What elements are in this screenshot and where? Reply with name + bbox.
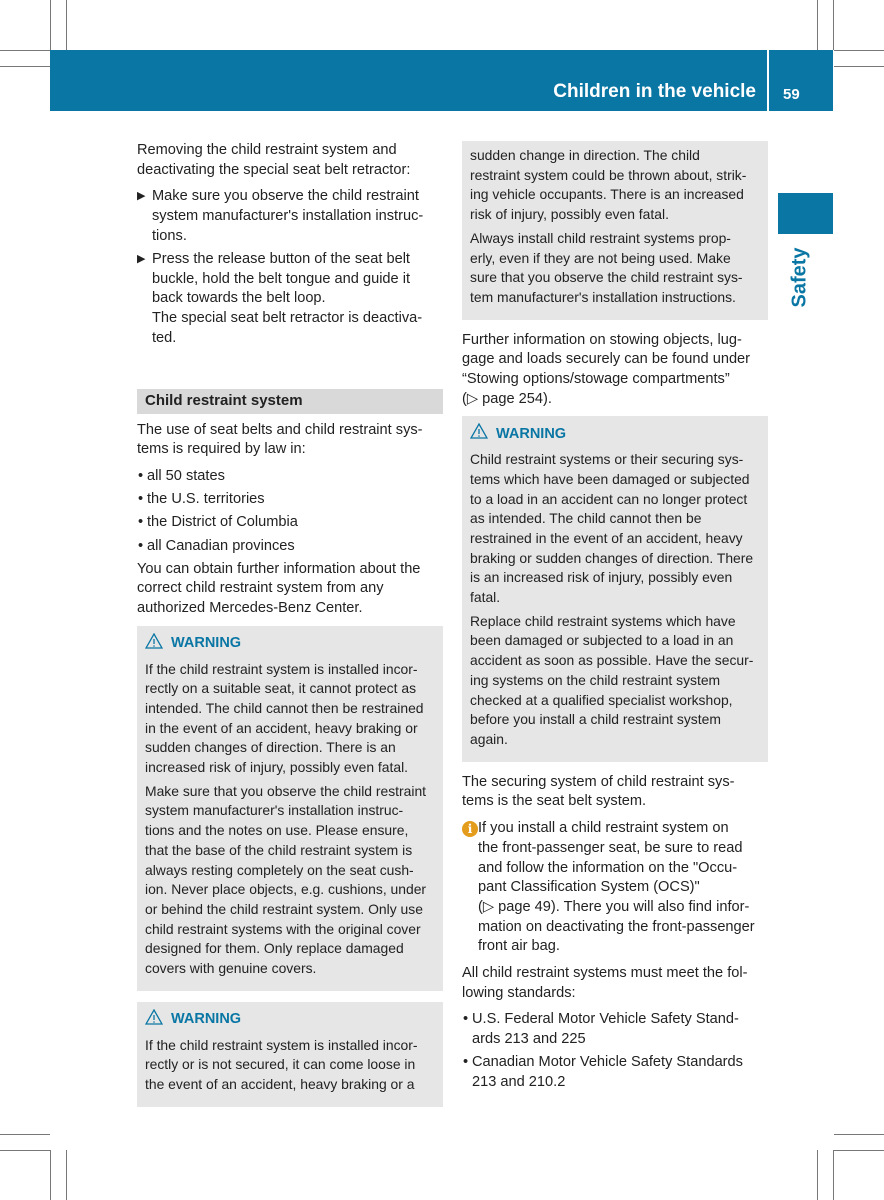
- paragraph: [137, 560, 443, 619]
- text-line: all Canadian provinces: [147, 537, 295, 554]
- text-line: If the child restraint system is installed incor-: [145, 660, 418, 677]
- text-line: ted.: [152, 329, 177, 346]
- text-line: (▷ page 254).: [462, 390, 552, 407]
- bullet-item: [462, 1010, 768, 1049]
- page-number: 59: [783, 86, 800, 103]
- text-line: again.: [470, 730, 508, 747]
- page-header: [50, 50, 833, 111]
- text-line: tions.: [152, 227, 187, 244]
- text-line: ing systems on the child restraint system: [470, 671, 721, 688]
- text-line: All child restraint systems must meet the fol-: [462, 965, 748, 982]
- bullet-icon: •: [463, 1054, 469, 1071]
- warning-box: [462, 416, 768, 761]
- paragraph: [137, 421, 443, 460]
- text-line: ion. Never place objects, e.g. cushions, under: [145, 881, 427, 898]
- crop-mark: [50, 1150, 51, 1200]
- text-line: correct child restraint system from any: [137, 580, 384, 597]
- text-line: sudden changes of direction. There is an: [145, 739, 396, 756]
- text-line: tems is required by law in:: [137, 441, 306, 458]
- text-line: pant Classification System (OCS)": [478, 879, 700, 896]
- text-line: tions and the notes on use. Please ensure,: [145, 822, 409, 839]
- crop-mark: [0, 66, 50, 67]
- text-line: the U.S. territories: [147, 491, 265, 508]
- text-line: the front-passenger seat, be sure to read: [478, 839, 743, 856]
- warning-title: [470, 423, 760, 446]
- step-arrow-icon: ▶: [137, 190, 146, 203]
- text-line: The securing system of child restraint sys-: [462, 773, 735, 790]
- bullet-item: [137, 537, 443, 557]
- text-line: erly, even if they are not being used. Make: [470, 249, 731, 266]
- text-line: back towards the belt loop.: [152, 290, 326, 307]
- text-line: covers with genuine covers.: [145, 960, 317, 977]
- warning-box: [137, 626, 443, 991]
- section-tab: [778, 193, 833, 234]
- text-line: sure that you observe the child restraint sys-: [470, 269, 743, 286]
- bullet-item: [137, 513, 443, 533]
- bullet-item: [137, 490, 443, 510]
- text-line: The special seat belt retractor is deactiva-: [152, 310, 423, 327]
- text-line: that the base of the child restraint system is: [145, 841, 413, 858]
- text-line: restrained in the event of an accident, heavy: [470, 529, 743, 546]
- text-line: checked at a qualified specialist workshop,: [470, 691, 733, 708]
- text-line: fatal.: [470, 589, 501, 606]
- warning-icon: [145, 1009, 163, 1032]
- bullet-item: [462, 1053, 768, 1092]
- text-line: tem manufacturer's installation instructions.: [470, 288, 736, 305]
- bullet-item: [137, 467, 443, 487]
- warning-label: WARNING: [171, 1011, 242, 1028]
- text-line: designed for them. Only replace damaged: [145, 940, 404, 957]
- instruction-step: [137, 187, 443, 246]
- bullet-icon: •: [138, 514, 144, 531]
- text-line: Always install child restraint systems prop-: [470, 229, 731, 246]
- warning-box: [137, 1002, 443, 1107]
- crop-mark: [66, 0, 67, 50]
- text-line: and follow the information on the "Occu-: [478, 859, 738, 876]
- section-heading: Child restraint system: [137, 389, 443, 414]
- crop-mark: [834, 1150, 884, 1151]
- paragraph: [470, 229, 760, 308]
- paragraph: [462, 964, 768, 1003]
- crop-mark: [817, 1150, 818, 1200]
- text-line: buckle, hold the belt tongue and guide it: [152, 270, 411, 287]
- crop-mark: [0, 1134, 50, 1135]
- text-line: Child restraint systems or their securing sys-: [470, 451, 744, 468]
- bullet-icon: •: [138, 537, 144, 554]
- crop-mark: [833, 1150, 834, 1200]
- paragraph: [145, 1036, 435, 1095]
- text-line: risk of injury, possibly even fatal.: [470, 206, 669, 223]
- text-line: restraint system could be thrown about, strik-: [470, 166, 747, 183]
- text-line: intended. The child cannot then be restrained: [145, 699, 424, 716]
- text-line: rectly or is not secured, it can come loose in: [145, 1056, 416, 1073]
- text-line: always resting completely on the seat cush-: [145, 861, 414, 878]
- text-line: the event of an accident, heavy braking or a: [145, 1075, 415, 1092]
- warning-label: WARNING: [171, 635, 242, 652]
- text-line: You can obtain further information about the: [137, 560, 421, 577]
- right-column: [462, 141, 768, 1096]
- crop-mark: [817, 0, 818, 50]
- text-line: tems which have been damaged or subjected: [470, 470, 750, 487]
- text-line: 213 and 210.2: [472, 1074, 566, 1091]
- paragraph: [470, 450, 760, 608]
- warning-box-continued: [462, 141, 768, 320]
- crop-mark: [0, 50, 50, 51]
- text-line: Further information on stowing objects, lug-: [462, 331, 742, 348]
- warning-icon: [470, 423, 488, 446]
- text-line: “Stowing options/stowage compartments”: [462, 371, 730, 388]
- text-line: been damaged or subjected to a load in an: [470, 632, 734, 649]
- paragraph: [145, 782, 435, 979]
- paragraph: [137, 141, 443, 180]
- crop-mark: [834, 50, 884, 51]
- text-line: (▷ page 49). There you will also find infor-: [478, 898, 750, 915]
- warning-title: [145, 633, 435, 656]
- text-line: U.S. Federal Motor Vehicle Safety Stand-: [472, 1011, 739, 1028]
- text-line: the District of Columbia: [147, 514, 298, 531]
- text-line: before you install a child restraint system: [470, 711, 721, 728]
- info-note: [462, 819, 768, 957]
- header-divider: [767, 50, 769, 111]
- paragraph: [462, 331, 768, 410]
- step-arrow-icon: ▶: [137, 253, 146, 266]
- text-line: mation on deactivating the front-passenger: [478, 918, 755, 935]
- paragraph: [470, 612, 760, 750]
- text-line: system manufacturer's installation instruc-: [152, 208, 424, 225]
- warning-icon: [145, 633, 163, 656]
- text-line: Press the release button of the seat belt: [152, 251, 410, 268]
- text-line: authorized Mercedes-Benz Center.: [137, 600, 363, 617]
- left-column: [137, 141, 443, 1118]
- paragraph: [145, 660, 435, 778]
- section-tab-label: Safety: [788, 247, 811, 308]
- bullet-icon: •: [138, 491, 144, 508]
- text-line: tems is the seat belt system.: [462, 793, 647, 810]
- text-line: or behind the child restraint system. Only use: [145, 901, 423, 917]
- text-line: braking or sudden changes of direction. There: [470, 549, 754, 566]
- paragraph: [462, 773, 768, 812]
- bullet-icon: •: [138, 467, 144, 484]
- text-line: Replace child restraint systems which have: [470, 612, 736, 629]
- text-line: If the child restraint system is installed incor-: [145, 1036, 418, 1053]
- page-title: Children in the vehicle: [553, 81, 756, 102]
- text-line: ards 213 and 225: [472, 1031, 586, 1048]
- text-line: in the event of an accident, heavy braking or: [145, 719, 418, 736]
- text-line: as intended. The child cannot then be: [470, 510, 702, 527]
- info-icon: i: [462, 821, 478, 837]
- warning-label: WARNING: [496, 425, 567, 442]
- crop-mark: [834, 1134, 884, 1135]
- text-line: Removing the child restraint system and: [137, 142, 397, 158]
- instruction-step: [137, 250, 443, 349]
- crop-mark: [50, 0, 51, 50]
- text-line: all 50 states: [147, 467, 225, 484]
- text-line: gage and loads securely can be found under: [462, 351, 751, 368]
- text-line: Canadian Motor Vehicle Safety Standards: [472, 1054, 743, 1071]
- text-line: rectly on a suitable seat, it cannot protect as: [145, 680, 417, 697]
- text-line: Make sure that you observe the child restraint: [145, 782, 427, 799]
- text-line: child restraint systems with the original cover: [145, 920, 421, 937]
- bullet-icon: •: [463, 1011, 469, 1028]
- text-line: front air bag.: [478, 938, 560, 955]
- crop-mark: [834, 66, 884, 67]
- text-line: increased risk of injury, possibly even fatal.: [145, 759, 409, 776]
- text-line: accident as soon as possible. Have the secur-: [470, 652, 754, 669]
- text-line: Make sure you observe the child restraint: [152, 188, 419, 205]
- crop-mark: [0, 1150, 50, 1151]
- crop-mark: [833, 0, 834, 50]
- text-line: If you install a child restraint system on: [478, 820, 729, 837]
- text-line: sudden change in direction. The child: [470, 147, 700, 163]
- crop-mark: [66, 1150, 67, 1200]
- paragraph: [470, 146, 760, 225]
- text-line: system manufacturer's installation instruc-: [145, 802, 404, 819]
- warning-title: [145, 1009, 435, 1032]
- text-line: deactivating the special seat belt retractor:: [137, 161, 411, 178]
- text-line: to a load in an accident can no longer protect: [470, 490, 748, 507]
- text-line: ing vehicle occupants. There is an increased: [470, 186, 744, 203]
- text-line: The use of seat belts and child restraint sys-: [137, 421, 423, 438]
- text-line: lowing standards:: [462, 984, 576, 1001]
- text-line: is an increased risk of injury, possibly even: [470, 569, 733, 586]
